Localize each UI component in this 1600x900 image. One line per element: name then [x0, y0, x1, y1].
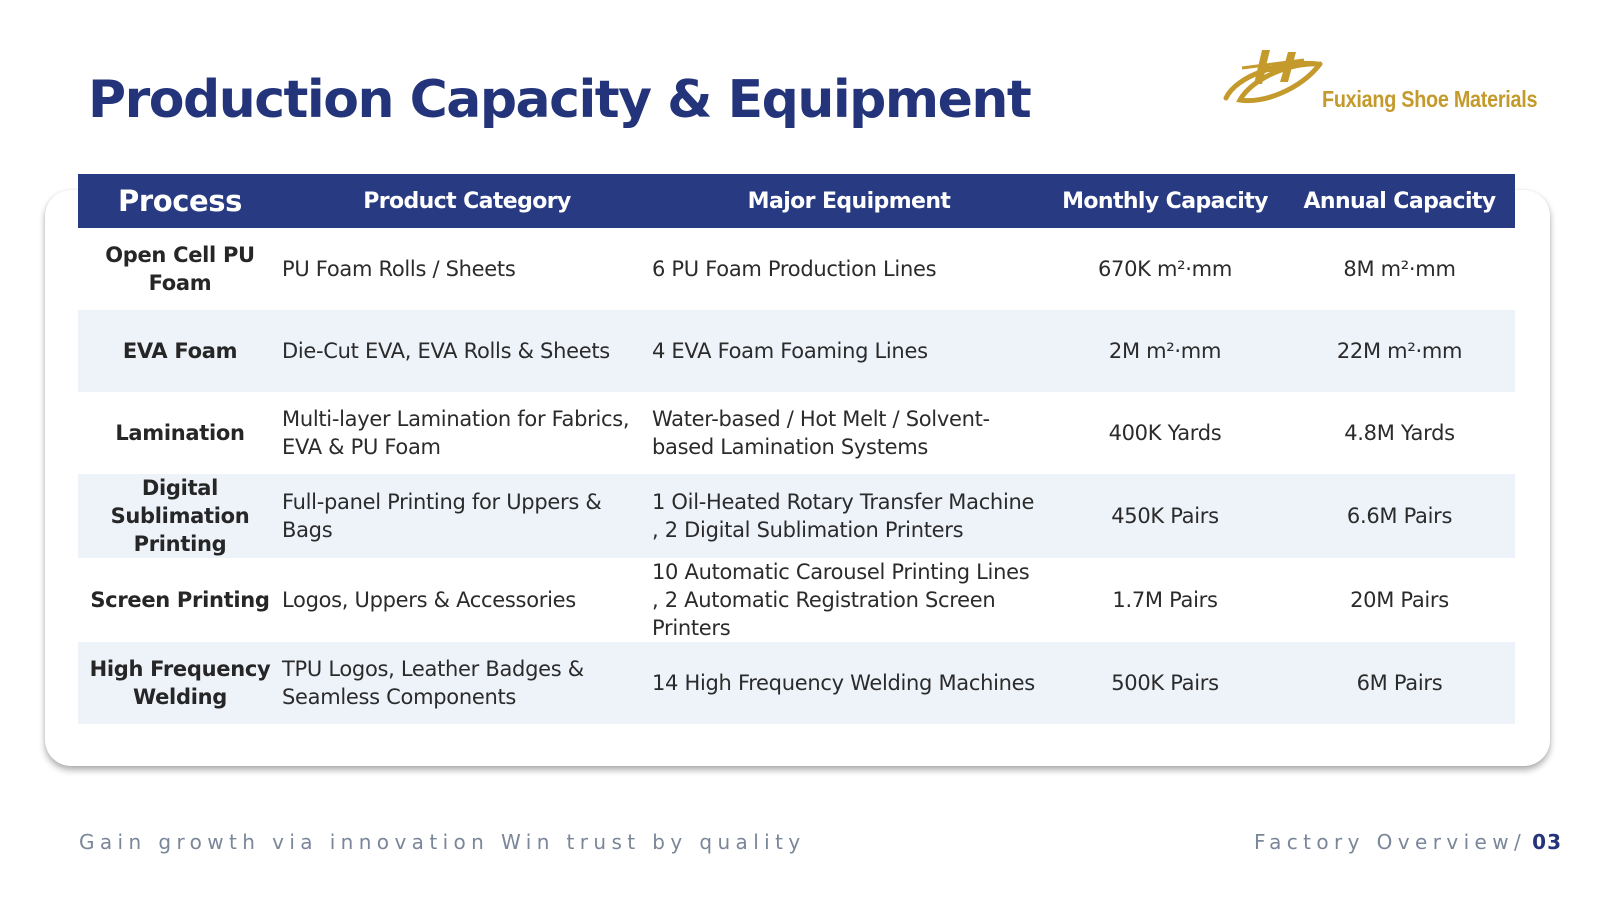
process-cell: Open Cell PU Foam: [105, 243, 255, 295]
equipment-cell: Water-based / Hot Melt / Solvent-based Lamination Systems: [652, 407, 990, 459]
page-title: Production Capacity & Equipment: [88, 70, 1031, 130]
header-major-equipment: Major Equipment: [747, 188, 951, 214]
header-product-category: Product Category: [363, 188, 571, 214]
process-cell: Lamination: [115, 421, 245, 445]
table-row: [78, 474, 1515, 558]
monthly-capacity-cell: 400K Yards: [1108, 421, 1222, 445]
footer-slogan: Gain growth via innovation Win trust by quality: [79, 830, 806, 854]
company-logo: [1222, 46, 1562, 116]
equipment-cell: 4 EVA Foam Foaming Lines: [652, 339, 928, 363]
table-row: [78, 558, 1515, 642]
category-cell: PU Foam Rolls / Sheets: [282, 257, 516, 281]
process-cell: Screen Printing: [90, 588, 270, 612]
annual-capacity-cell: 20M Pairs: [1350, 588, 1449, 612]
header-annual-capacity: Annual Capacity: [1303, 188, 1496, 214]
annual-capacity-cell: 22M m²·mm: [1336, 339, 1463, 363]
monthly-capacity-cell: 2M m²·mm: [1108, 339, 1222, 363]
logo-mark-icon: [1222, 46, 1332, 116]
category-cell: Multi-layer Lamination for Fabrics, EVA & PU Foam: [282, 407, 630, 459]
table-row: [78, 228, 1515, 310]
process-cell: High Frequency Welding: [89, 657, 271, 709]
monthly-capacity-cell: 450K Pairs: [1111, 504, 1219, 528]
category-cell: Logos, Uppers & Accessories: [282, 588, 576, 612]
equipment-cell: 14 High Frequency Welding Machines: [652, 671, 1035, 695]
capacity-table: [78, 174, 1515, 724]
table-row: [78, 310, 1515, 392]
process-cell: EVA Foam: [122, 339, 238, 363]
table-row: [78, 642, 1515, 724]
category-cell: Die-Cut EVA, EVA Rolls & Sheets: [282, 339, 610, 363]
annual-capacity-cell: 4.8M Yards: [1344, 421, 1455, 445]
monthly-capacity-cell: 1.7M Pairs: [1112, 588, 1218, 612]
equipment-cell: 10 Automatic Carousel Printing Lines , 2 Automatic Registration Screen Printers: [652, 560, 1030, 640]
category-cell: Full-panel Printing for Uppers & Bags: [282, 490, 602, 542]
monthly-capacity-cell: 670K m²·mm: [1098, 257, 1232, 281]
header-monthly-capacity: Monthly Capacity: [1062, 188, 1268, 214]
monthly-capacity-cell: 500K Pairs: [1111, 671, 1219, 695]
annual-capacity-cell: 8M m²·mm: [1343, 257, 1456, 281]
equipment-cell: 6 PU Foam Production Lines: [652, 257, 937, 281]
page-number: 03: [1532, 830, 1562, 854]
table-header: [78, 174, 1515, 228]
equipment-cell: 1 Oil-Heated Rotary Transfer Machine , 2 Digital Sublimation Printers: [652, 490, 1035, 542]
header-process: Process: [117, 184, 243, 218]
annual-capacity-cell: 6M Pairs: [1356, 671, 1443, 695]
category-cell: TPU Logos, Leather Badges & Seamless Components: [282, 657, 584, 709]
brand-name: Fuxiang Shoe Materials: [1322, 86, 1538, 112]
annual-capacity-cell: 6.6M Pairs: [1346, 504, 1453, 528]
table-row: [78, 392, 1515, 474]
footer-section: [1254, 830, 1562, 854]
footer-section-label: Factory Overview/: [1254, 830, 1527, 854]
process-cell: Digital Sublimation Printing: [110, 476, 250, 556]
